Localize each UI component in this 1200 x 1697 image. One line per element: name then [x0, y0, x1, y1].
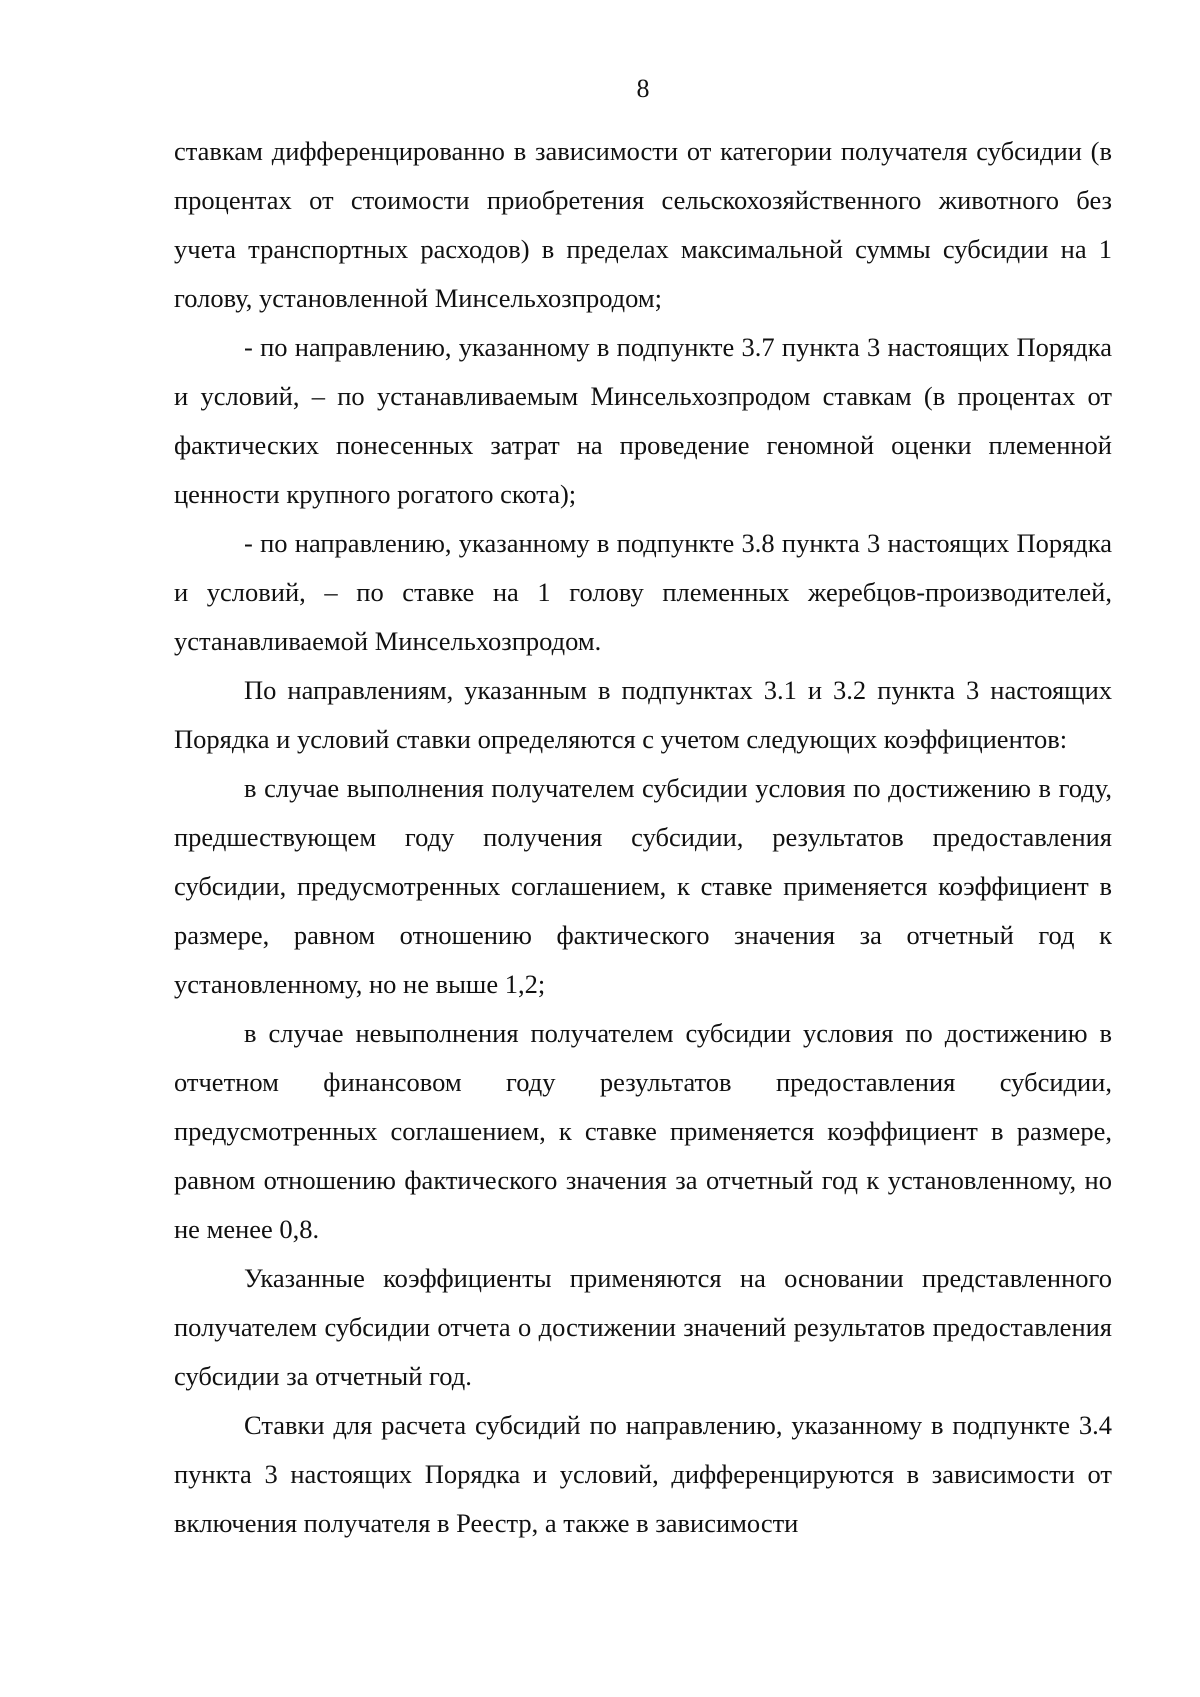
paragraph-3: - по направлению, указанному в подпункте 3.8 пункта 3 настоящих Порядка и условий, – по ставке на 1 голову племенных жеребцов-производителей, устанавливаемой Минсельхозпродом.	[174, 528, 1112, 656]
paragraph-7: Указанные коэффициенты применяются на основании представленного получателем субсидии отчета о достижении значений результатов предоставления субсидии за отчетный год.	[174, 1263, 1112, 1391]
paragraph-4: По направлениям, указанным в подпунктах 3.1 и 3.2 пункта 3 настоящих Порядка и условий ставки определяются с учетом следующих коэффициентов:	[174, 675, 1112, 754]
paragraph-8: Ставки для расчета субсидий по направлению, указанному в подпункте 3.4 пункта 3 настоящих Порядка и условий, дифференцируются в зависимости от включения получателя в Реестр, а также в зависимости	[174, 1410, 1112, 1538]
paragraph-6: в случае невыполнения получателем субсидии условия по достижению в отчетном финансовом году результатов предоставления субсидии, предусмотренных соглашением, к ставке применяется коэффициент в размере, равном отношению фактического значения за отчетный год к установленному, но не менее 0,8.	[174, 1018, 1112, 1244]
document-body	[174, 127, 1112, 1548]
page-number: 8	[636, 74, 650, 103]
paragraph-1: ставкам дифференцированно в зависимости от категории получателя субсидии (в процентах от стоимости приобретения сельскохозяйственного животного без учета транспортных расходов) в пределах максимальной суммы субсидии на 1 голову, установленной Минсельхозпродом;	[174, 136, 1112, 313]
paragraph-2: - по направлению, указанному в подпункте 3.7 пункта 3 настоящих Порядка и условий, – по устанавливаемым Минсельхозпродом ставкам (в процентах от фактических понесенных затрат на проведение геномной оценки племенной ценности крупного рогатого скота);	[174, 332, 1112, 509]
paragraph-5: в случае выполнения получателем субсидии условия по достижению в году, предшествующем году получения субсидии, результатов предоставления субсидии, предусмотренных соглашением, к ставке применяется коэффициент в размере, равном отношению фактического значения за отчетный год к установленному, но не выше 1,2;	[174, 773, 1112, 999]
